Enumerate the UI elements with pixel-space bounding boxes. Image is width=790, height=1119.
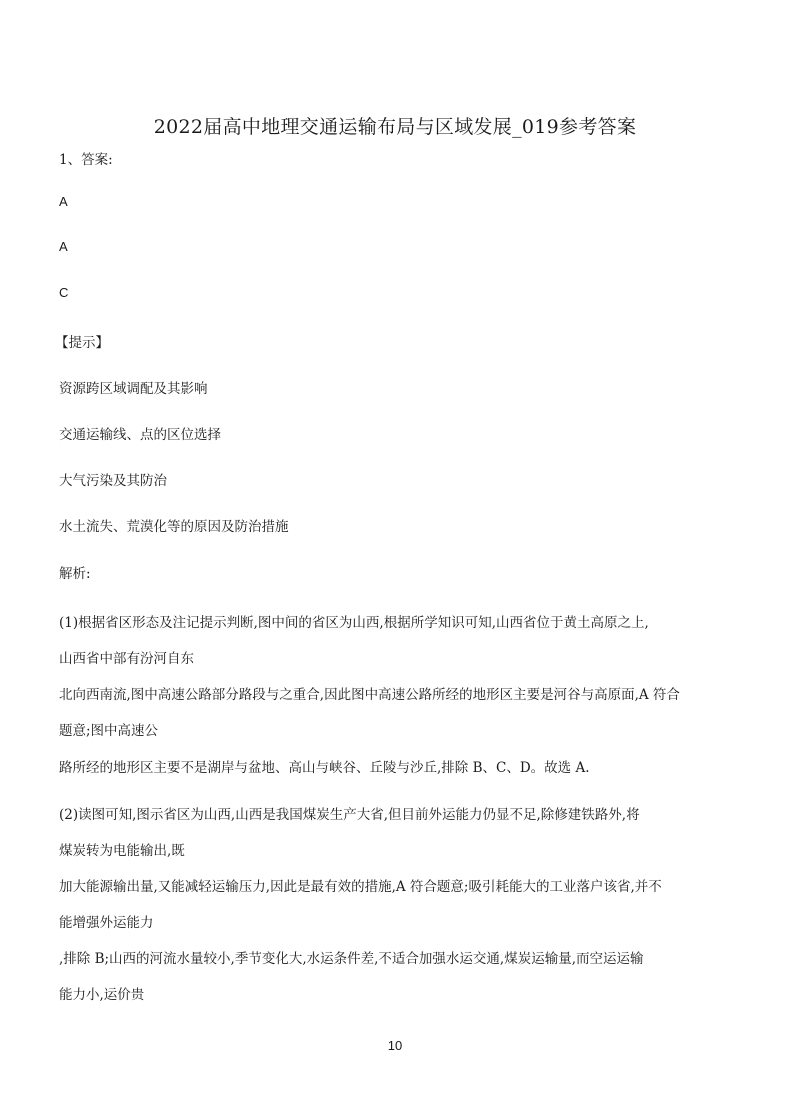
analysis-line: 北向西南流,图中高速公路部分路段与之重合,因此图中高速公路所经的地形区主要是河谷与高原面,A 符合 bbox=[59, 687, 680, 703]
answer-item: A bbox=[59, 194, 68, 209]
analysis-line: 能增强外运能力 bbox=[59, 915, 154, 931]
analysis-line: 山西省中部有汾河自东 bbox=[59, 651, 194, 667]
answer-item: A bbox=[59, 239, 68, 254]
analysis-line: ,排除 B;山西的河流水量较小,季节变化大,水运条件差,不适合加强水运交通,煤炭运输量,而空运运输 bbox=[59, 951, 644, 967]
analysis-heading: 解析: bbox=[59, 566, 91, 582]
hint-heading: 【提示】 bbox=[55, 335, 109, 351]
analysis-line: 题意;图中高速公 bbox=[59, 723, 159, 739]
answer-heading: 1、答案: bbox=[59, 152, 113, 168]
analysis-line: 煤炭转为电能输出,既 bbox=[59, 843, 185, 859]
page-title: 2022届高中地理交通运输布局与区域发展_019参考答案 bbox=[153, 116, 637, 138]
hint-item: 大气污染及其防治 bbox=[59, 473, 167, 489]
answer-item: C bbox=[59, 285, 69, 300]
analysis-line: (2)读图可知,图示省区为山西,山西是我国煤炭生产大省,但目前外运能力仍显不足,除修建铁路外,将 bbox=[59, 807, 640, 823]
analysis-line: 能力小,运价贵 bbox=[59, 987, 145, 1003]
hint-item: 资源跨区域调配及其影响 bbox=[59, 381, 208, 397]
analysis-line: (1)根据省区形态及注记提示判断,图中间的省区为山西,根据所学知识可知,山西省位于黄土高原之上, bbox=[59, 615, 649, 631]
analysis-line: 路所经的地形区主要不是湖岸与盆地、高山与峡谷、丘陵与沙丘,排除 B、C、D。故选 A. bbox=[59, 760, 590, 776]
hint-item: 交通运输线、点的区位选择 bbox=[59, 427, 221, 443]
page-number: 10 bbox=[387, 1038, 403, 1053]
hint-item: 水土流失、荒漠化等的原因及防治措施 bbox=[59, 519, 289, 535]
analysis-line: 加大能源输出量,又能减轻运输压力,因此是最有效的措施,A 符合题意;吸引耗能大的工业落户该省,并不 bbox=[59, 879, 662, 895]
